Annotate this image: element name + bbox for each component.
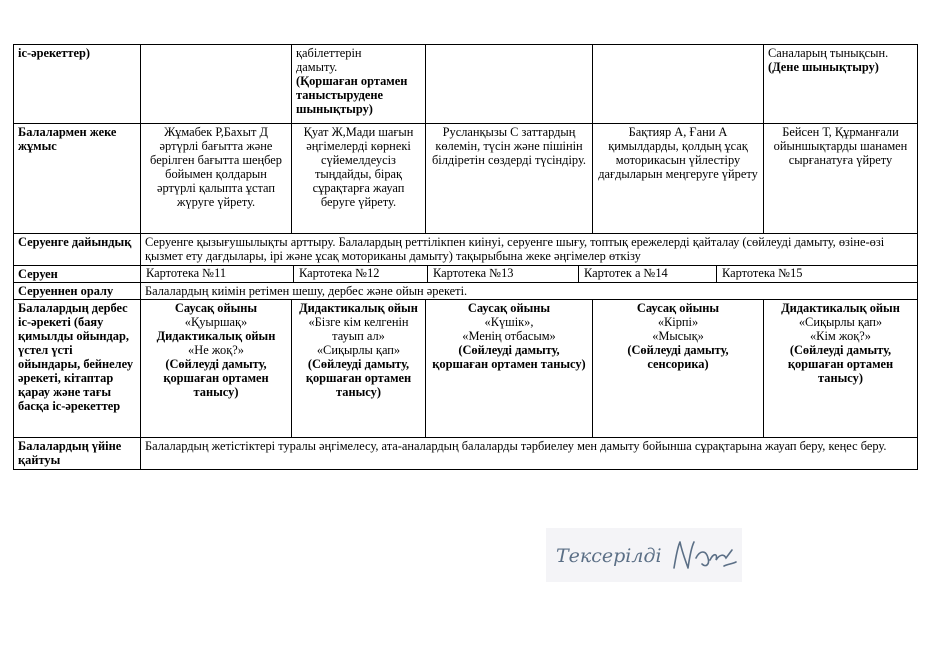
cell-walk-prep: Серуенге қызығушылықты арттыру. Балалардың реттілікпен киінуі, серуенге шығу, топтық ережелерді қайталау (сөйлеуді дамыту, өзіне-өзі қызмет ету дағдылары, ірі және ұсақ моториканы дамыту) тақырыбына жеке әңгімелер өткізу <box>141 234 918 266</box>
cell-individual-wed: Русланқызы С заттардың көлемін, түсін және пішінін білдіретін сөздерді түсіндіру. <box>426 124 593 234</box>
table-row <box>14 283 918 300</box>
row-label-independent: Балалардың дербес іс-әрекеті (баяу қимылды ойындар, үстел үсті ойындары, бейнелеу әрекеті, кітаптар қарау және тағы басқа іс-әрекеттер <box>14 300 141 438</box>
cell-individual-thu: Бақтияр А, Ғани А қимылдарды, қолдың ұсақ моторикасын үйлестіру дағдыларын меңгеруге үйрету <box>593 124 764 234</box>
cell-return: Балалардың киімін ретімен шешу, дербес және ойын әрекеті. <box>141 283 918 300</box>
cell-empty <box>426 45 593 124</box>
signature-stamp <box>546 528 742 582</box>
cell-activity-wed: қабілеттерін дамыту. (Қоршаған ортамен таныстырудене шынықтыру) <box>292 45 426 124</box>
table-row <box>14 300 918 438</box>
cell-independent-thu: Саусақ ойыны «Кірпі» «Мысық» (Сөйлеуді дамыту, сенсорика) <box>593 300 764 438</box>
svg-text:Тексерілді: Тексерілді <box>556 545 662 567</box>
card-item: Картотека №15 <box>722 266 803 280</box>
cell-independent-mon: Саусақ ойыны «Қуыршақ» Дидактикалық ойын «Не жоқ?» (Сөйлеуді дамыту, қоршаған ортамен танысу) <box>141 300 292 438</box>
row-label-individual: Балалармен жеке жұмыс <box>14 124 141 234</box>
cell-independent-fri: Дидактикалық ойын «Сиқырлы қап» «Кім жоқ?» (Сөйлеуді дамыту, қоршаған ортамен танысу) <box>764 300 918 438</box>
table-row <box>14 234 918 266</box>
row-label-return: Серуеннен оралу <box>14 283 141 300</box>
cell-walk-cards <box>141 266 918 283</box>
cell-activity-fri: Саналарың тынықсын. (Дене шынықтыру) <box>764 45 918 124</box>
table-row <box>14 438 918 470</box>
row-label-walk: Серуен <box>14 266 141 283</box>
cell-empty <box>593 45 764 124</box>
signature-icon <box>546 528 742 582</box>
cell-individual-mon: Жұмабек Р,Бахыт Д әртүрлі бағытта және берілген бағытта шеңбер бойымен қолдарын әртүрлі қалыпта ұстап жүруге үйрету. <box>141 124 292 234</box>
row-label-walk-prep: Серуенге дайындық <box>14 234 141 266</box>
cell-independent-wed: Саусақ ойыны «Күшік», «Менің отбасым» (Сөйлеуді дамыту, қоршаған ортамен танысу) <box>426 300 593 438</box>
table-row <box>14 266 918 283</box>
schedule-table <box>13 44 918 470</box>
card-item: Картотек а №14 <box>579 266 717 282</box>
cell-empty <box>141 45 292 124</box>
row-label-home: Балалардың үйіне қайтуы <box>14 438 141 470</box>
cell-individual-fri: Бейсен Т, Құрманғали ойыншықтарды шанамен сырғанатуға үйрету <box>764 124 918 234</box>
row-label-activities: іс-әрекеттер) <box>14 45 141 124</box>
table-row <box>14 124 918 234</box>
table-row <box>14 45 918 124</box>
cell-independent-tue: Дидактикалық ойын «Бізге кім келгенін тауып ал» «Сиқырлы қап» (Сөйлеуді дамыту, қоршаған ортамен танысу) <box>292 300 426 438</box>
cell-home: Балалардың жетістіктері туралы әңгімелесу, ата-аналардың балаларды тәрбиелеу мен дамыту бойынша сұрақтарына жауап беру, кеңес беру. <box>141 438 918 470</box>
card-item: Картотека №12 <box>294 266 428 282</box>
cell-individual-tue: Қуат Ж,Мади шағын әңгімелерді көрнекі сүйемелдеусіз тыңдайды, бірақ сұрақтарға жауап беруге үйрету. <box>292 124 426 234</box>
card-item: Картотека №13 <box>428 266 579 282</box>
card-item: Картотека №11 <box>141 266 294 282</box>
